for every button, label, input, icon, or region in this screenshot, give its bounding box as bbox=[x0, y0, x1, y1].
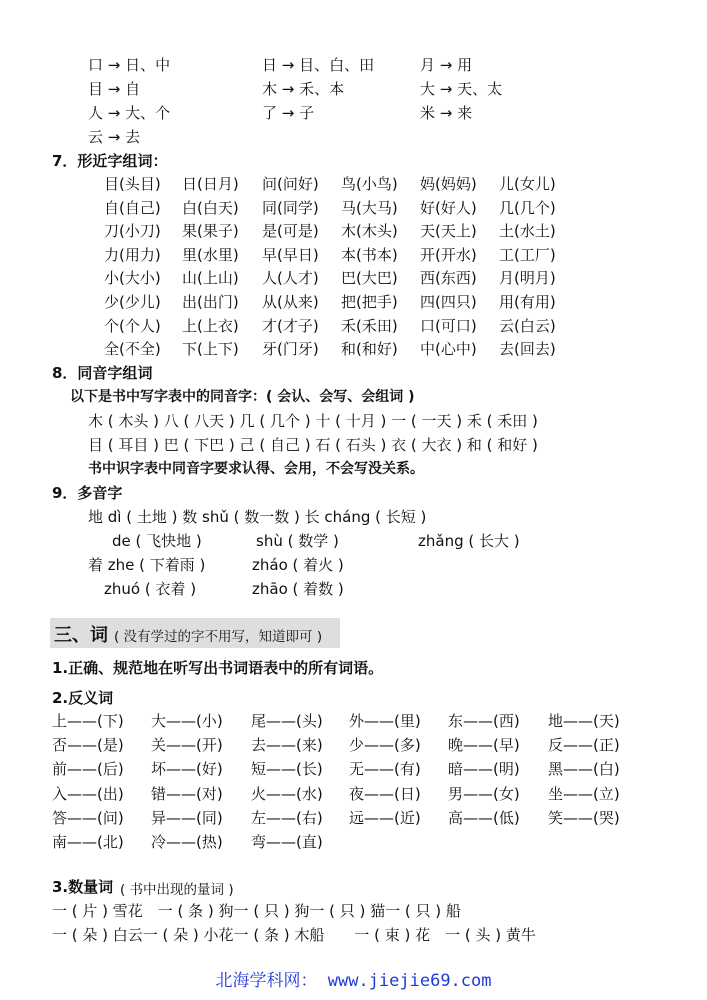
similar-char-word: 早(早日) bbox=[262, 245, 319, 264]
homophone-line-1: 木 ( 木头 ) 八 ( 八天 ) 几 ( 几个 ) 十 ( 十月 ) 一 ( 一天 ) 禾 ( 禾田 ) bbox=[88, 412, 538, 430]
antonym-pair: 火——(水) bbox=[251, 784, 323, 803]
similar-char-word: 鸟(小鸟) bbox=[341, 175, 398, 193]
part-3-subtitle: ( 没有学过的字不用写，知道即可 ) bbox=[114, 629, 323, 645]
similar-char-word: 巴(大巴) bbox=[341, 269, 398, 288]
section-9-title: 9．多音字 bbox=[52, 484, 123, 502]
similar-char-word: 月(明月) bbox=[499, 269, 556, 288]
derive-item: 目 → 自 bbox=[88, 80, 141, 98]
quantifier-line-2: 一 ( 朵 ) 白云一 ( 朵 ) 小花一 ( 条 ) 木船 一 ( 束 ) 花 一 ( 头 ) 黄牛 bbox=[52, 926, 536, 944]
similar-char-word: 把(把手) bbox=[341, 293, 398, 311]
similar-char-word: 木(木头) bbox=[341, 222, 398, 241]
antonym-pair: 错——(对) bbox=[151, 784, 223, 803]
antonym-pair: 否——(是) bbox=[52, 736, 124, 755]
antonym-pair: 冷——(热) bbox=[151, 833, 223, 851]
similar-char-word: 土(水土) bbox=[499, 222, 556, 241]
antonym-pair: 坏——(好) bbox=[151, 760, 223, 779]
section-7-title: 7．形近字组词： bbox=[52, 152, 168, 170]
homophone-line-2: 目 ( 耳目 ) 巴 ( 下巴 ) 己 ( 自己 ) 石 ( 石头 ) 衣 ( 大衣 ) 和 ( 和好 ) bbox=[88, 436, 538, 454]
derive-item: 木 → 禾、本 bbox=[262, 80, 345, 98]
similar-char-word: 少(少儿) bbox=[104, 293, 161, 311]
antonym-pair: 反——(正) bbox=[548, 736, 620, 755]
derive-item: 了 → 子 bbox=[262, 104, 315, 122]
polyphone-zhao: zháo ( 着火 ) bbox=[252, 556, 344, 574]
derive-item: 大 → 天、太 bbox=[420, 80, 503, 98]
derive-item: 日 → 目、白、田 bbox=[262, 56, 375, 74]
similar-char-word: 四(四只) bbox=[420, 293, 477, 311]
footer-site-link[interactable]: 北海学科网： www.jiejie69.com bbox=[215, 971, 492, 991]
similar-char-word: 马(大马) bbox=[341, 198, 398, 217]
derive-item: 米 → 来 bbox=[420, 104, 473, 122]
antonym-pair: 外——(里) bbox=[349, 712, 421, 730]
similar-char-word: 开(开水) bbox=[420, 245, 477, 264]
similar-char-word: 天(天上) bbox=[420, 222, 477, 241]
similar-char-word: 个(个人) bbox=[104, 316, 161, 335]
antonym-pair: 笑——(哭) bbox=[548, 808, 620, 827]
antonym-pair: 去——(来) bbox=[251, 736, 323, 755]
similar-char-word: 同(同学) bbox=[262, 198, 319, 217]
antonym-pair: 南——(北) bbox=[52, 833, 124, 851]
polyphone-shu: shù ( 数学 ) bbox=[256, 532, 339, 550]
antonym-pair: 晚——(早) bbox=[448, 736, 520, 755]
polyphone-zhuo: zhuó ( 衣着 ) bbox=[104, 580, 197, 598]
similar-char-word: 几(几个) bbox=[499, 198, 556, 217]
similar-char-word: 出(出门) bbox=[182, 293, 239, 311]
similar-char-word: 日(日月) bbox=[182, 175, 239, 193]
similar-char-word: 力(用力) bbox=[104, 245, 161, 264]
polyphone-zhang: zhǎng ( 长大 ) bbox=[418, 532, 520, 550]
section-8-intro: 以下是书中写字表中的同音字：( 会认、会写、会组词 ) bbox=[70, 389, 415, 405]
polyphone-line-1: 地 dì ( 土地 ) 数 shǔ ( 数一数 ) 长 cháng ( 长短 ) bbox=[88, 508, 427, 526]
item-3-quantifiers-title: 3.数量词 bbox=[52, 878, 114, 896]
antonym-pair: 夜——(日) bbox=[349, 784, 421, 803]
similar-char-word: 去(回去) bbox=[499, 340, 556, 359]
antonym-pair: 上——(下) bbox=[52, 712, 124, 730]
antonym-pair: 入——(出) bbox=[52, 784, 124, 803]
item-3-note: ( 书中出现的量词 ) bbox=[120, 882, 234, 898]
similar-char-word: 中(心中) bbox=[420, 340, 477, 359]
similar-char-word: 自(自己) bbox=[104, 198, 161, 217]
item-2-antonyms-title: 2.反义词 bbox=[52, 689, 114, 707]
section-8-title: 8．同音字组词 bbox=[52, 364, 153, 382]
similar-char-word: 禾(禾田) bbox=[341, 316, 398, 335]
similar-char-word: 用(有用) bbox=[499, 293, 556, 311]
similar-char-word: 人(人才) bbox=[262, 269, 319, 288]
similar-char-word: 上(上衣) bbox=[182, 316, 239, 335]
derive-item: 云 → 去 bbox=[88, 128, 141, 146]
antonym-pair: 少——(多) bbox=[349, 736, 421, 755]
similar-char-word: 儿(女儿) bbox=[499, 175, 556, 193]
quantifier-line-1: 一 ( 片 ) 雪花 一 ( 条 ) 狗一 ( 只 ) 狗一 ( 只 ) 猫一 ( 只 ) 船 bbox=[52, 902, 461, 920]
similar-char-word: 云(白云) bbox=[499, 316, 556, 335]
similar-char-word: 从(从来) bbox=[262, 293, 319, 311]
polyphone-zhe: 着 zhe ( 下着雨 ) bbox=[88, 556, 206, 574]
similar-char-word: 目(头目) bbox=[104, 175, 161, 193]
similar-char-word: 问(问好) bbox=[262, 175, 319, 193]
antonym-pair: 东——(西) bbox=[448, 712, 520, 730]
item-1-dictation: 1.正确、规范地在听写出书词语表中的所有词语。 bbox=[52, 659, 384, 677]
homophone-note: 书中识字表中同音字要求认得、会用，不会写没关系。 bbox=[88, 461, 424, 477]
antonym-pair: 黑——(白) bbox=[548, 760, 620, 779]
similar-char-word: 下(上下) bbox=[182, 340, 239, 359]
similar-char-word: 全(不全) bbox=[104, 340, 161, 359]
similar-char-word: 好(好人) bbox=[420, 198, 477, 217]
antonym-pair: 坐——(立) bbox=[548, 784, 620, 803]
similar-char-word: 才(才子) bbox=[262, 316, 319, 335]
similar-char-word: 刀(小刀) bbox=[104, 222, 161, 241]
similar-char-word: 牙(门牙) bbox=[262, 340, 319, 359]
antonym-pair: 尾——(头) bbox=[251, 712, 323, 730]
similar-char-word: 工(工厂) bbox=[499, 245, 556, 264]
antonym-pair: 答——(问) bbox=[52, 808, 124, 827]
similar-char-word: 口(可口) bbox=[420, 316, 477, 335]
antonym-pair: 弯——(直) bbox=[251, 833, 323, 851]
antonym-pair: 短——(长) bbox=[251, 760, 323, 779]
part-3-title: 三、词 bbox=[54, 625, 108, 646]
antonym-pair: 暗——(明) bbox=[448, 760, 520, 779]
similar-char-word: 妈(妈妈) bbox=[420, 175, 477, 193]
antonym-pair: 地——(天) bbox=[548, 712, 620, 730]
derive-item: 月 → 用 bbox=[420, 56, 473, 74]
polyphone-de: de ( 飞快地 ) bbox=[112, 532, 202, 550]
similar-char-word: 里(水里) bbox=[182, 245, 239, 264]
similar-char-word: 小(大小) bbox=[104, 269, 161, 288]
antonym-pair: 远——(近) bbox=[349, 808, 421, 827]
similar-char-word: 西(东西) bbox=[420, 269, 477, 288]
antonym-pair: 高——(低) bbox=[448, 808, 520, 827]
antonym-pair: 大——(小) bbox=[151, 712, 223, 730]
antonym-pair: 男——(女) bbox=[448, 784, 520, 803]
antonym-pair: 前——(后) bbox=[52, 760, 124, 779]
antonym-pair: 无——(有) bbox=[349, 760, 421, 779]
similar-char-word: 白(白天) bbox=[182, 198, 239, 217]
polyphone-zhao2: zhāo ( 着数 ) bbox=[252, 580, 344, 598]
similar-char-word: 果(果子) bbox=[182, 222, 239, 241]
similar-char-word: 是(可是) bbox=[262, 222, 319, 241]
antonym-pair: 左——(右) bbox=[251, 808, 323, 827]
antonym-pair: 异——(同) bbox=[151, 808, 223, 827]
similar-char-word: 和(和好) bbox=[341, 340, 398, 359]
derive-item: 人 → 大、个 bbox=[88, 104, 171, 122]
antonym-pair: 关——(开) bbox=[151, 736, 223, 755]
derive-item: 口 → 日、中 bbox=[88, 56, 171, 74]
similar-char-word: 本(书本) bbox=[341, 245, 398, 264]
similar-char-word: 山(上山) bbox=[182, 269, 239, 288]
